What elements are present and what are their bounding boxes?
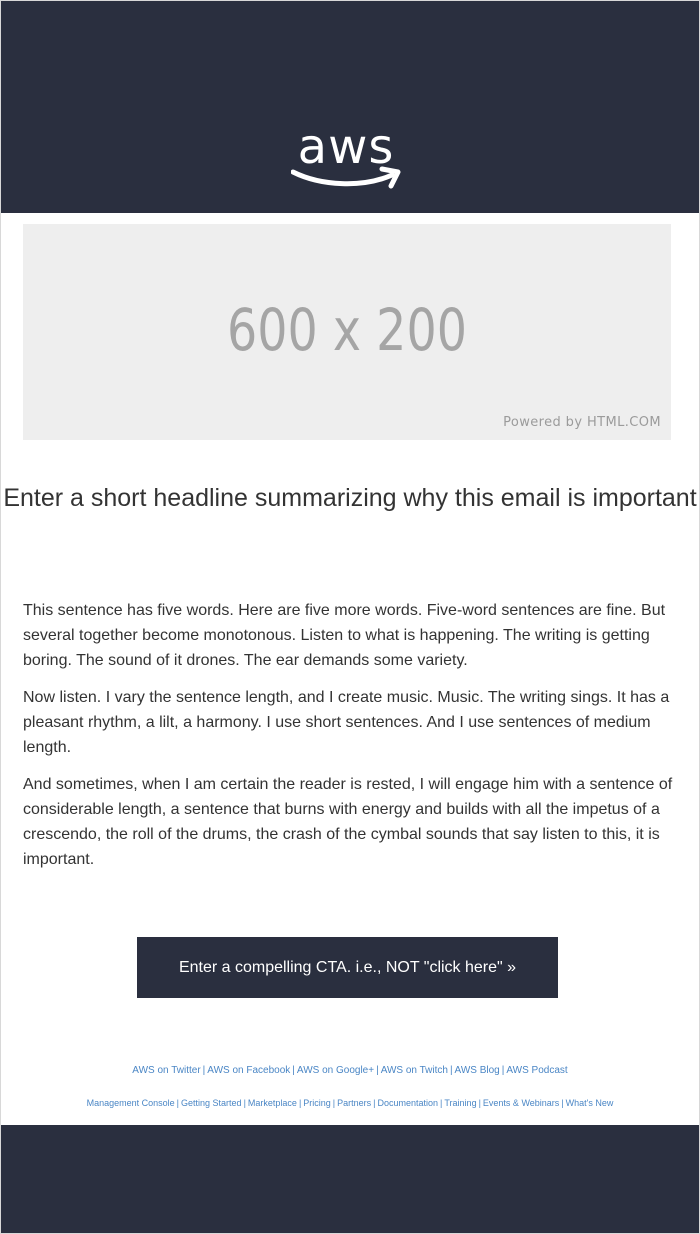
footer-link-events-webinars[interactable]: Events & Webinars [482,1098,560,1108]
footer-link-management-console[interactable]: Management Console [86,1098,175,1108]
email-body [23,598,673,884]
footer-link-documentation[interactable]: Documentation [377,1098,439,1108]
hero-powered-by: Powered by HTML.COM [503,415,661,430]
footer-link-pricing[interactable]: Pricing [303,1098,331,1108]
footer-separator: | [332,1098,336,1108]
footer-link-getting-started[interactable]: Getting Started [181,1098,242,1108]
footer-separator: | [561,1098,564,1108]
footer-separator: | [373,1098,376,1108]
footer-separator: | [501,1065,505,1076]
footer-link-aws-podcast[interactable]: AWS Podcast [506,1065,568,1076]
footer-link-aws-blog[interactable]: AWS Blog [454,1065,500,1076]
footer-social-links [1,1064,699,1078]
footer-separator: | [478,1098,481,1108]
footer-separator: | [176,1098,180,1108]
aws-logo-text: aws [297,119,395,175]
footer-separator: | [298,1098,302,1108]
footer-link-aws-twitter[interactable]: AWS on Twitter [132,1065,201,1076]
footer-link-aws-facebook[interactable]: AWS on Facebook [207,1065,291,1076]
body-paragraph: This sentence has five words. Here are five more words. Five-word sentences are fine. But several together become monotonous. Listen to what is happening. The writing is getting boring. The sound of it drones. The ear demands some variety. [23,602,666,669]
footer-resource-links [1,1096,699,1110]
body-paragraph: And sometimes, when I am certain the reader is rested, I will engage him with a sentence of considerable length, a sentence that burns with energy and builds with all the impetus of a crescendo, the roll of the drums, the crash of the cymbal sounds that say listen to this, it is important. [23,776,673,868]
footer-separator: | [292,1065,295,1076]
footer-link-whats-new[interactable]: What's New [565,1098,614,1108]
footer-link-marketplace[interactable]: Marketplace [247,1098,297,1108]
footer-separator: | [202,1065,206,1076]
footer-link-aws-google-plus[interactable]: AWS on Google+ [296,1065,375,1076]
footer-link-partners[interactable]: Partners [337,1098,372,1108]
cta-button[interactable]: Enter a compelling CTA. i.e., NOT "click here" » [137,937,558,998]
hero-size-label: 600 x 200 [227,296,467,364]
body-paragraph: Now listen. I vary the sentence length, and I create music. Music. The writing sings. It has a pleasant rhythm, a lilt, a harmony. I use short sentences. And I use sentences of medium length. [23,689,670,756]
email-headline: Enter a short headline summarizing why this email is important [3,484,697,512]
email-footer-bar [1,1125,699,1233]
hero-image-placeholder [23,224,671,440]
footer-link-aws-twitch[interactable]: AWS on Twitch [380,1065,448,1076]
footer-separator: | [449,1065,453,1076]
footer-separator: | [376,1065,379,1076]
amazon-smile-icon [291,164,403,194]
aws-logo [291,119,409,201]
footer-separator: | [440,1098,443,1108]
email-header [1,1,699,213]
footer-link-training[interactable]: Training [444,1098,477,1108]
footer-separator: | [243,1098,246,1108]
